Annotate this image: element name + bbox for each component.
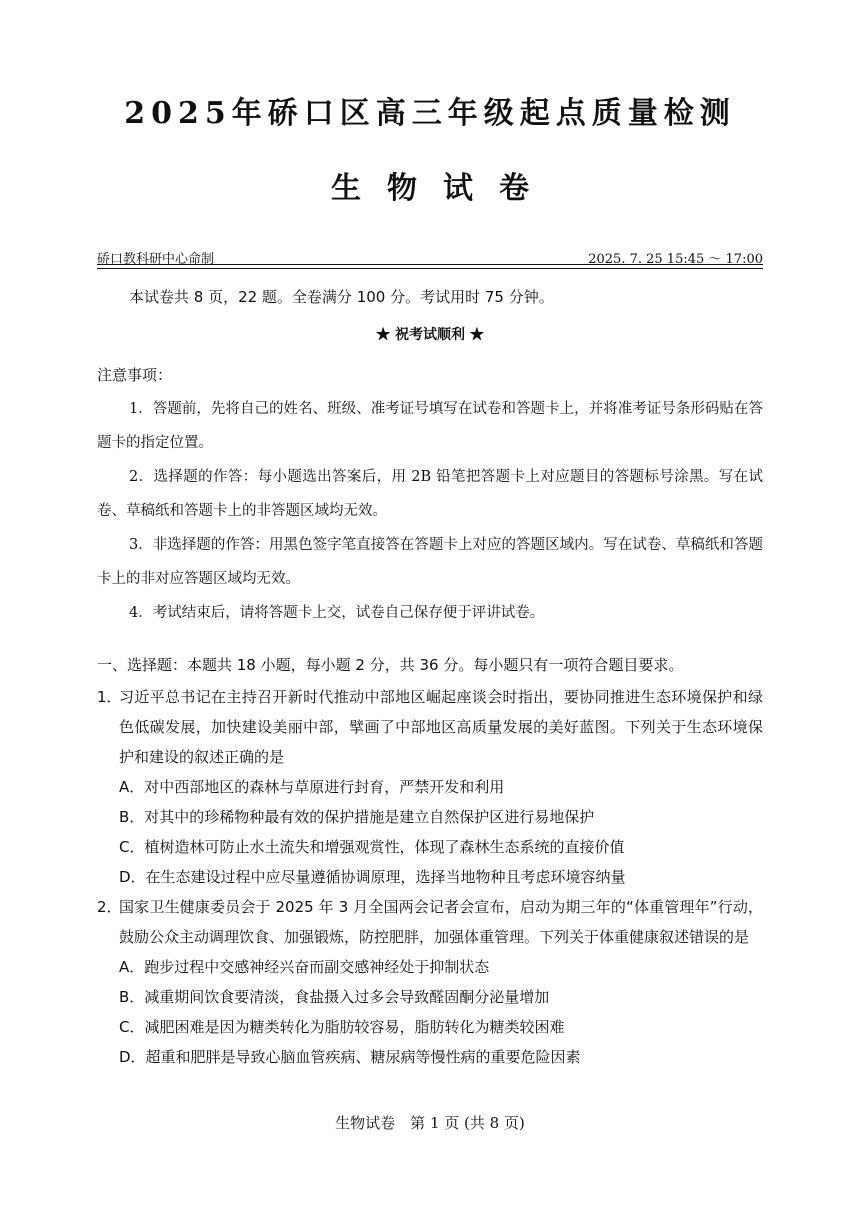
issuer: 硚口教科研中心命制 [97, 252, 215, 267]
notice-list [97, 392, 763, 630]
option-b: B．对其中的珍稀物种最有效的保护措施是建立自然保护区进行易地保护 [119, 808, 595, 826]
exam-title: 2025年硚口区高三年级起点质量检测 [124, 96, 736, 131]
notice-item: 3．非选择题的作答：用黑色签字笔直接答在答题卡上对应的答题区域内。写在试卷、草稿纸和答题卡上的非对应答题区域均无效。 [97, 537, 763, 587]
notice-item: 1．答题前，先将自己的姓名、班级、准考证号填写在试卷和答题卡上，并将准考证号条形码贴在答题卡的指定位置。 [97, 401, 763, 451]
question-stem: 国家卫生健康委员会于 2025 年 3 月全国两会记者会宣布，启动为期三年的“体重管理年”行动，鼓励公众主动调理饮食、加强锻炼，防控肥胖，加强体重管理。下列关于体重健康叙述错误的是 [119, 898, 763, 946]
option-a: A．对中西部地区的森林与草原进行封育，严禁开发和利用 [119, 778, 505, 796]
question-number: 1． [97, 688, 122, 706]
good-luck-line: ★ 祝考试顺利 ★ [376, 327, 484, 343]
page-footer: 生物试卷 第 1 页 (共 8 页) [335, 1114, 525, 1132]
exam-datetime: 2025. 7. 25 15:45 ～ 17:00 [588, 252, 763, 267]
option-d: D．超重和肥胖是导致心脑血管疾病、糖尿病等慢性病的重要危险因素 [119, 1048, 581, 1066]
option-c: C．植树造林可防止水土流失和增强观赏性，体现了森林生态系统的直接价值 [119, 838, 625, 856]
option-d: D．在生态建设过程中应尽量遵循协调原理，选择当地物种且考虑环境容纳量 [119, 868, 626, 886]
header-rule-top [97, 264, 763, 265]
question-number: 2． [97, 898, 122, 916]
question-stem: 习近平总书记在主持召开新时代推动中部地区崛起座谈会时指出，要协同推进生态环境保护和绿色低碳发展，加快建设美丽中部，擘画了中部地区高质量发展的美好蓝图。下列关于生态环境保护和建设的叙述正确的是 [119, 688, 763, 766]
header-row [97, 246, 763, 266]
question-1 [97, 682, 763, 892]
option-b: B．减重期间饮食要清淡，食盐摄入过多会导致醛固酮分泌量增加 [119, 988, 550, 1006]
notice-item: 4．考试结束后，请将答题卡上交，试卷自己保存便于评讲试卷。 [129, 605, 545, 621]
question-2 [97, 892, 763, 1072]
option-a: A．跑步过程中交感神经兴奋而副交感神经处于抑制状态 [119, 958, 490, 976]
header-rule-bottom [97, 268, 763, 269]
notice-item: 2．选择题的作答：每小题选出答案后，用 2B 铅笔把答题卡上对应题目的答题标号涂黑。写在试卷、草稿纸和答题卡上的非答题区域均无效。 [97, 469, 763, 519]
exam-subject: 生物试卷 [331, 171, 555, 206]
option-c: C．减肥困难是因为糖类转化为脂肪较容易，脂肪转化为糖类较困难 [119, 1018, 565, 1036]
exam-intro: 本试卷共 8 页，22 题。全卷满分 100 分。考试用时 75 分钟。 [129, 288, 554, 306]
section-heading: 一、选择题：本题共 18 小题，每小题 2 分，共 36 分。每小题只有一项符合题目要求。 [97, 656, 684, 674]
notice-title: 注意事项： [97, 366, 173, 384]
